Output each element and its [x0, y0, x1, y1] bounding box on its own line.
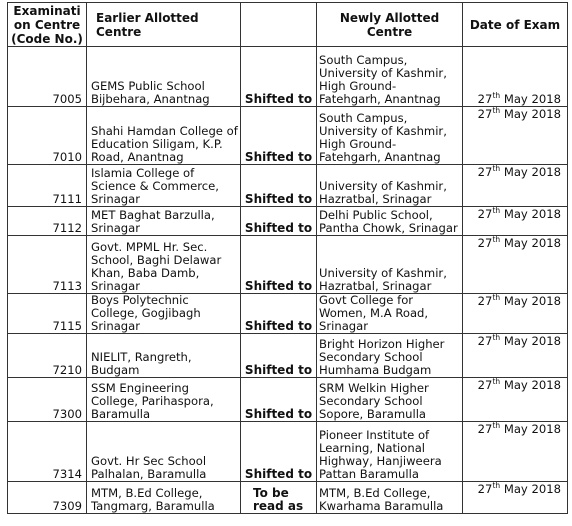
change-status: Shifted to [241, 294, 317, 334]
newly-allotted-centre: SRM Welkin Higher Secondary School Sopore, Baramulla [317, 378, 463, 422]
exam-date: 27th May 2018 [463, 236, 568, 294]
newly-allotted-centre: University of Kashmir, Hazratbal, Srinagar [317, 165, 463, 207]
table-row [8, 334, 568, 378]
centre-code: 7113 [8, 236, 87, 294]
earlier-centre: SSM Engineering College, Parihaspora, Baramulla [87, 378, 241, 422]
exam-date: 27th May 2018 [463, 482, 568, 514]
table-row [8, 236, 568, 294]
earlier-centre: Shahi Hamdan College of Education Siligam, K.P. Road, Anantnag [87, 107, 241, 165]
exam-date: 27th May 2018 [463, 165, 568, 207]
table-row [8, 378, 568, 422]
header-status [241, 3, 317, 47]
change-status: To be read as [241, 482, 317, 514]
table-row [8, 422, 568, 482]
table-row [8, 47, 568, 107]
change-status: Shifted to [241, 422, 317, 482]
centre-code: 7010 [8, 107, 87, 165]
change-status: Shifted to [241, 107, 317, 165]
table-row [8, 107, 568, 165]
earlier-centre: Govt. Hr Sec School Palhalan, Baramulla [87, 422, 241, 482]
newly-allotted-centre: Bright Horizon Higher Secondary School Humhama Budgam [317, 334, 463, 378]
header-code: Examination Centre (Code No.) [8, 3, 87, 47]
change-status: Shifted to [241, 47, 317, 107]
newly-allotted-centre: South Campus, University of Kashmir, High Ground- Fatehgarh, Anantnag [317, 47, 463, 107]
centre-code: 7005 [8, 47, 87, 107]
newly-allotted-centre: Govt College for Women, M.A Road, Srinagar [317, 294, 463, 334]
earlier-centre: GEMS Public School Bijbehara, Anantnag [87, 47, 241, 107]
exam-date: 27th May 2018 [463, 107, 568, 165]
centre-code: 7309 [8, 482, 87, 514]
change-status: Shifted to [241, 378, 317, 422]
newly-allotted-centre: MTM, B.Ed College, Kwarhama Baramulla [317, 482, 463, 514]
table-row [8, 165, 568, 207]
change-status: Shifted to [241, 334, 317, 378]
newly-allotted-centre: South Campus, University of Kashmir, High Ground- Fatehgarh, Anantnag [317, 107, 463, 165]
earlier-centre: MET Baghat Barzulla, Srinagar [87, 207, 241, 236]
centre-code: 7111 [8, 165, 87, 207]
header-date: Date of Exam [463, 3, 568, 47]
header-earlier: Earlier Allotted Centre [87, 3, 241, 47]
exam-date: 27th May 2018 [463, 207, 568, 236]
change-status: Shifted to [241, 165, 317, 207]
exam-date: 27th May 2018 [463, 378, 568, 422]
exam-date: 27th May 2018 [463, 422, 568, 482]
earlier-centre: NIELIT, Rangreth, Budgam [87, 334, 241, 378]
centre-change-table [7, 2, 568, 514]
newly-allotted-centre: Pioneer Institute of Learning, National Highway, Hanjiweera Pattan Baramulla [317, 422, 463, 482]
centre-code: 7112 [8, 207, 87, 236]
table-row [8, 207, 568, 236]
change-status: Shifted to [241, 236, 317, 294]
earlier-centre: Islamia College of Science & Commerce, Srinagar [87, 165, 241, 207]
centre-code: 7314 [8, 422, 87, 482]
header-newly: Newly Allotted Centre [317, 3, 463, 47]
earlier-centre: Govt. MPML Hr. Sec. School, Baghi Delawar Khan, Baba Damb, Srinagar [87, 236, 241, 294]
earlier-centre: Boys Polytechnic College, Gogjibagh Srinagar [87, 294, 241, 334]
newly-allotted-centre: University of Kashmir, Hazratbal, Srinagar [317, 236, 463, 294]
centre-code: 7115 [8, 294, 87, 334]
header-row [8, 3, 568, 47]
centre-code: 7300 [8, 378, 87, 422]
earlier-centre: MTM, B.Ed College, Tangmarg, Baramulla [87, 482, 241, 514]
table-row [8, 294, 568, 334]
change-status: Shifted to [241, 207, 317, 236]
newly-allotted-centre: Delhi Public School, Pantha Chowk, Srinagar [317, 207, 463, 236]
exam-date: 27th May 2018 [463, 294, 568, 334]
exam-date: 27th May 2018 [463, 334, 568, 378]
table-row [8, 482, 568, 514]
exam-date: 27th May 2018 [463, 47, 568, 107]
centre-code: 7210 [8, 334, 87, 378]
